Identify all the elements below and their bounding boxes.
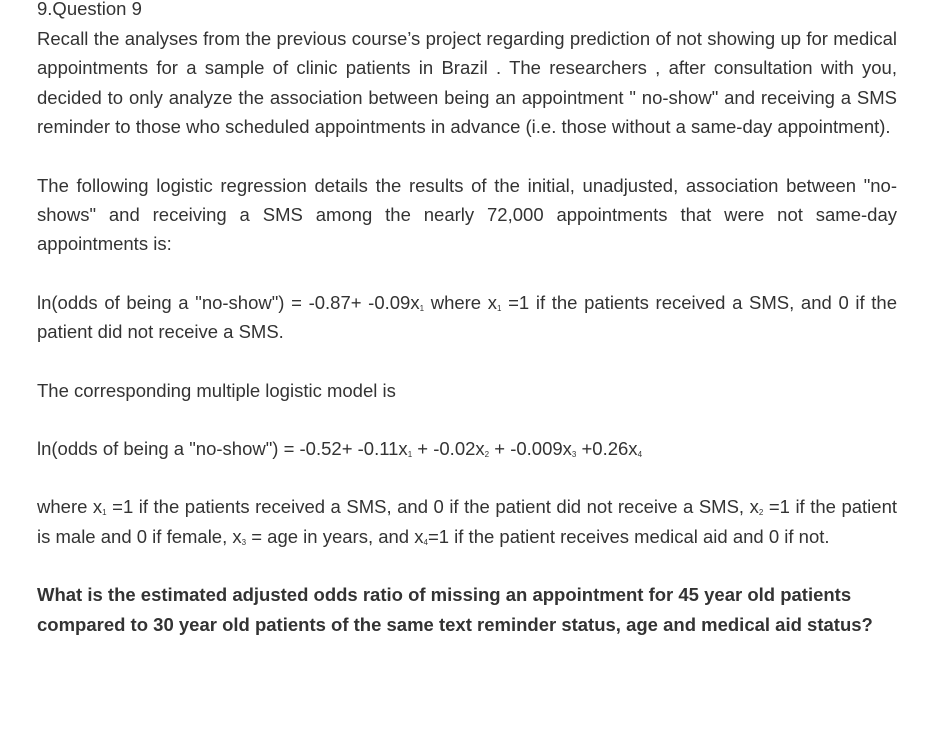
- unadjusted-equation-text: ln(odds of being a "no-show") = -0.87+ -0.09x: [37, 291, 420, 313]
- unadjusted-where-text: where x: [424, 291, 497, 313]
- variable-definitions-paragraph: [37, 492, 897, 551]
- equation-term: +0.26x: [576, 438, 638, 460]
- equation-term: + -0.02x: [412, 438, 485, 460]
- subscript: 1: [407, 450, 413, 460]
- definition-text: = age in years, and x: [246, 525, 424, 547]
- spacer: [37, 347, 897, 376]
- subscript: 1: [497, 303, 502, 313]
- subscript: 1: [102, 508, 107, 518]
- subscript: 2: [758, 508, 764, 518]
- definition-text: =1 if the patients received a SMS, and 0 if the patient did not receive a SMS, x: [106, 496, 759, 518]
- spacer: [37, 142, 897, 171]
- subscript: 3: [571, 450, 577, 460]
- question-prompt: What is the estimated adjusted odds ratio of missing an appointment for 45 year old patients compared to 30 year old patients of the same text reminder status, age and medical aid status?: [37, 584, 873, 635]
- unadjusted-model-paragraph: [37, 288, 897, 347]
- subscript: 3: [241, 537, 247, 547]
- definition-text: =1 if the patient is male and 0 if female, x: [37, 496, 897, 547]
- subscript: 1: [419, 303, 425, 313]
- spacer: [37, 551, 897, 580]
- multiple-model-intro: The corresponding multiple logistic model is: [37, 379, 396, 401]
- question-body: [37, 24, 897, 639]
- subscript: 2: [484, 450, 490, 460]
- spacer: [37, 463, 897, 492]
- regression-intro-paragraph: The following logistic regression details the results of the initial, unadjusted, association between "no-shows" and receiving a SMS among the nearly 72,000 appointments that were not same-day appointments is:: [37, 174, 897, 255]
- question-title: 9.Question 9: [37, 0, 142, 19]
- intro-paragraph: Recall the analyses from the previous course’s project regarding prediction of not showing up for medical appointments for a sample of clinic patients in Brazil . The researchers , after consultation with you, decided to only analyze the association between being an appointment " no-show" and receiving a SMS reminder to those who scheduled appointments in advance (i.e. those without a same-day appointment).: [37, 28, 897, 138]
- equation-term: ln(odds of being a "no-show") = -0.52+ -0.11x: [37, 438, 408, 460]
- unadjusted-definition-text: =1 if the patients received a SMS, and 0 if the patient did not receive a SMS.: [37, 291, 897, 343]
- subscript: 4: [423, 537, 428, 547]
- spacer: [37, 405, 897, 434]
- equation-term: + -0.009x: [489, 438, 572, 460]
- definition-text: =1 if the patient receives medical aid and 0 if not.: [427, 525, 830, 547]
- multiple-model-equation: [37, 434, 897, 463]
- definition-text: where x: [37, 496, 103, 518]
- spacer: [37, 259, 897, 288]
- subscript: 4: [637, 450, 643, 460]
